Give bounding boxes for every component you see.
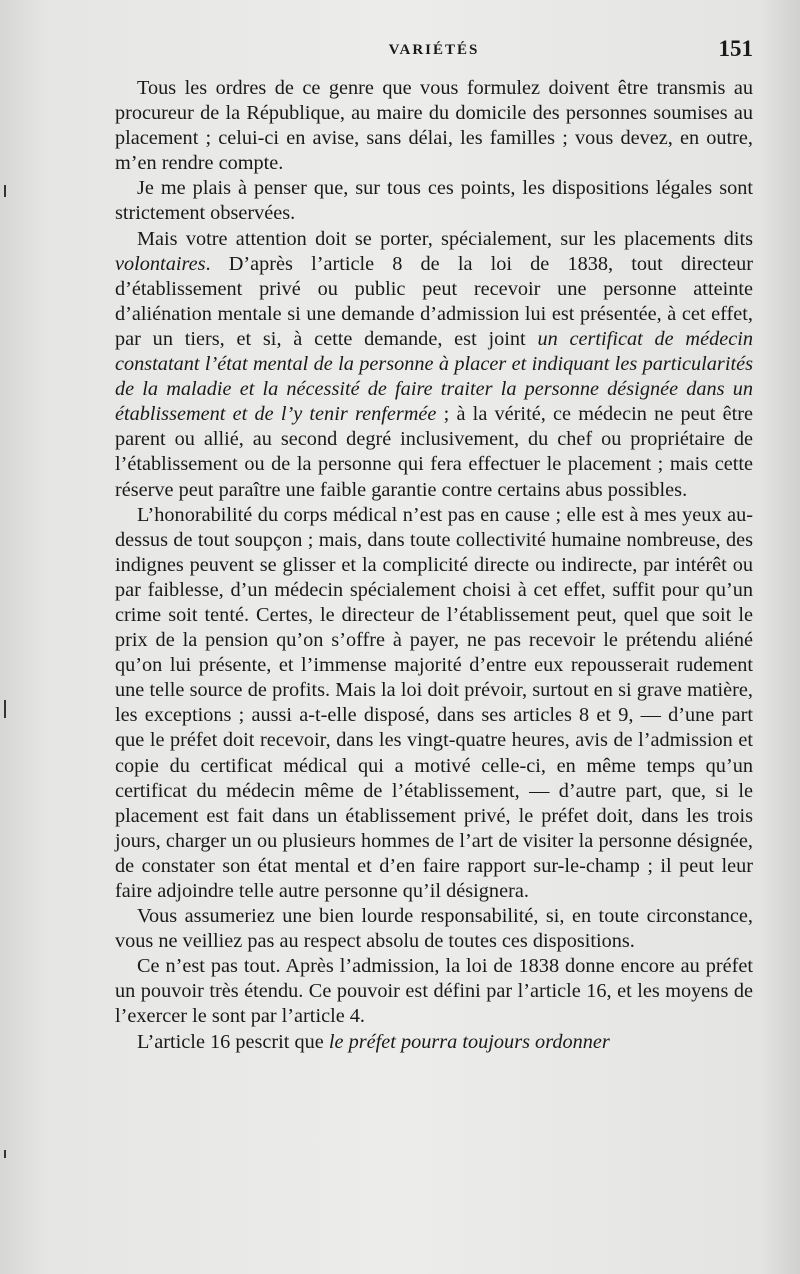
paragraph: Tous les ordres de ce genre que vous formulez doivent être transmis au procureur de la République, au maire du domicile des personnes soumises au placement ; celui-ci en avise, sans délai, les familles ; vous devez, en outre, m’en rendre compte. bbox=[115, 77, 753, 175]
italic-phrase: le préfet pourra toujours ordonner bbox=[328, 1030, 610, 1053]
italic-phrase: un certificat de médecin constatant l’état mental de la personne à placer et indiquant les particularités de la maladie et la nécessité de faire traiter la personne désignée dans un établissement et de l’y tenir renfermée bbox=[115, 327, 753, 426]
paragraph: Mais votre attention doit se porter, spécialement, sur les placements dits volontaires. D’après l’article 8 de la loi de 1838, tout directeur d’établissement privé ou public peut recevoir une personne atteinte d’aliénation mentale si une demande d’admission lui est présentée, à cet effet, par un tiers, et si, à cette demande, est joint un certificat de médecin constatant l’état mental de la personne à placer et indiquant les particularités de la maladie et la nécessité de faire traiter la personne désignée dans un établissement et de l’y tenir renfermée ; à la vérité, ce médecin ne peut être parent ou allié, au second degré inclusivement, du chef ou propriétaire de l’établissement ou de la personne qui fera effectuer le placement ; mais cette réserve peut paraître une faible garantie contre certains abus possibles. bbox=[115, 227, 753, 501]
italic-phrase: volontaires bbox=[115, 252, 206, 275]
paragraph: L’article 16 pescrit que le préfet pourra toujours ordonner bbox=[137, 1030, 610, 1053]
paragraph: Vous assumeriez une bien lourde responsabilité, si, en toute circonstance, vous ne veilliez pas au respect absolu de toutes ces dispositions. bbox=[115, 905, 753, 953]
page-number: 151 bbox=[718, 36, 753, 61]
margin-mark bbox=[4, 1150, 6, 1158]
page-header bbox=[115, 36, 753, 66]
paragraph: Je me plais à penser que, sur tous ces points, les dispositions légales sont strictement observées. bbox=[115, 177, 753, 225]
running-head: VARIÉTÉS bbox=[388, 42, 480, 58]
margin-mark bbox=[4, 185, 6, 197]
body-text bbox=[115, 76, 753, 1055]
paragraph: Ce n’est pas tout. Après l’admission, la loi de 1838 donne encore au préfet un pouvoir très étendu. Ce pouvoir est défini par l’article 16, et les moyens de l’exercer le sont par l’article 4. bbox=[115, 955, 753, 1028]
margin-mark bbox=[4, 700, 6, 718]
paragraph: L’honorabilité du corps médical n’est pas en cause ; elle est à mes yeux au-dessus de tout soupçon ; mais, dans toute collectivité humaine nombreuse, des indignes peuvent se glisser et la complicité directe ou indirecte, par intérêt ou par faiblesse, d’un médecin spécialement choisi à cet effet, suffit pour qu’un crime soit tenté. Certes, le directeur de l’établissement peut, quel que soit le prix de la pension qu’on s’offre à payer, ne pas recevoir le prétendu aliéné qu’on lui présente, et l’immense majorité d’entre eux repousserait rudement une telle source de profits. Mais la loi doit prévoir, surtout en si grave matière, les exceptions ; aussi a-t-elle disposé, dans ses articles 8 et 9, — d’une part que le préfet doit recevoir, dans les vingt-quatre heures, avis de l’admission et copie du certificat médical qui a motivé celle-ci, en même temps qu’un certificat du médecin même de l’établissement, — d’autre part, que, si le placement est fait dans un établissement privé, le préfet doit, dans les trois jours, charger un ou plusieurs hommes de l’art de visiter la personne désignée, de constater son état mental et d’en faire rapport sur-le-champ ; il peut leur faire adjoindre telle autre personne qu’il désignera. bbox=[115, 503, 753, 902]
